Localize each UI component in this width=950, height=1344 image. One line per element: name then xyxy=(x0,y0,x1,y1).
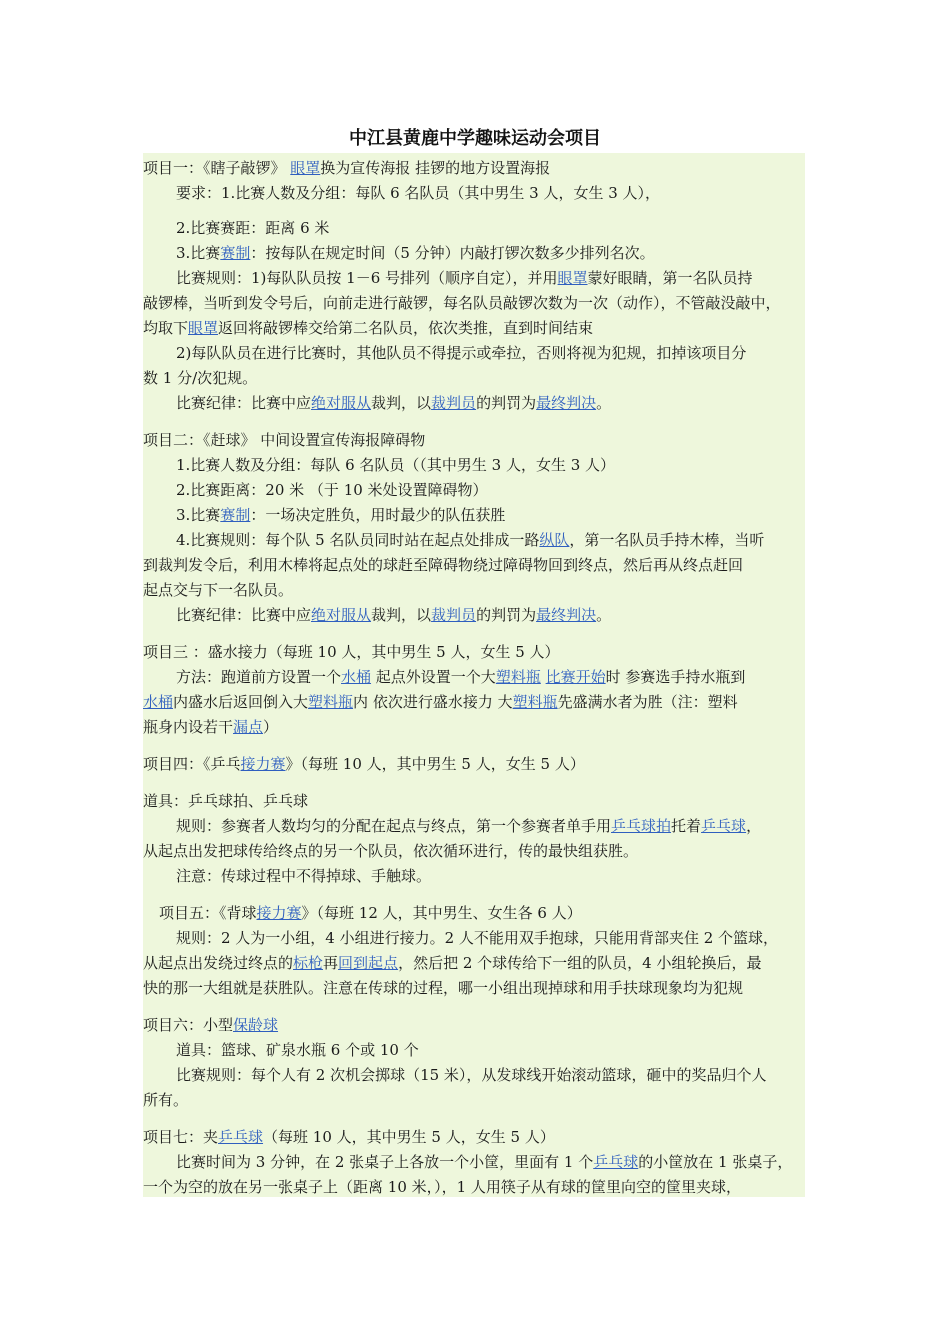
inline-link[interactable]: 漏点 xyxy=(233,718,264,736)
inline-link[interactable]: 接力赛 xyxy=(256,904,302,922)
inline-link[interactable]: 赛制 xyxy=(220,244,251,262)
line-text: ， xyxy=(746,817,762,835)
line-text: 所有。 xyxy=(143,1091,189,1109)
line-text: 的判罚为 xyxy=(476,394,537,412)
line-text: ） xyxy=(263,718,279,736)
inline-link[interactable]: 乒乓球 xyxy=(593,1153,639,1171)
line-text: 规则：2 人为一小组，4 小组进行接力。2 人不能用双手抱球，只能用背部夹住 2 个篮球， xyxy=(176,929,779,947)
text-line xyxy=(143,640,805,665)
inline-link[interactable]: 保龄球 xyxy=(233,1016,279,1034)
line-text: ，第一名队员手持木棒，当听 xyxy=(569,531,765,549)
text-line xyxy=(143,1175,805,1197)
text-line xyxy=(143,715,805,740)
line-text: ：按每队在规定时间（5 分钟）内敲打锣次数多少排列名次。 xyxy=(250,244,655,262)
text-line xyxy=(143,926,805,951)
line-text: 起点交与下一名队员。 xyxy=(143,581,294,599)
line-text: 瓶身内设若干 xyxy=(143,718,234,736)
line-text: 2)每队队员在进行比赛时，其他队员不得提示或牵拉，否则将视为犯规，扣掉该项目分 xyxy=(176,344,747,362)
line-text: ：一场决定胜负，用时最少的队伍获胜 xyxy=(250,506,506,524)
text-line xyxy=(143,901,805,926)
line-text: 项目四：《乒乓 xyxy=(143,755,241,773)
inline-link[interactable]: 乒乓球拍 xyxy=(611,817,672,835)
line-text: 裁判，以 xyxy=(371,606,432,624)
line-text: 的小筐放在 1 张桌子， xyxy=(638,1153,793,1171)
text-line xyxy=(143,665,805,690)
text-line xyxy=(143,814,805,839)
line-text: 2.比赛距离：20 米 （于 10 米处设置障碍物） xyxy=(176,481,488,499)
page-title: 中江县黄鹿中学趣味运动会项目 xyxy=(349,128,601,149)
line-text: 再 xyxy=(323,954,339,972)
text-line xyxy=(143,478,805,503)
line-text: 均取下 xyxy=(143,319,189,337)
text-line xyxy=(143,341,805,366)
line-text: 》（每班 10 人，其中男生 5 人，女生 5 人） xyxy=(285,755,585,773)
inline-link[interactable]: 水桶 xyxy=(341,668,372,686)
text-line xyxy=(143,528,805,553)
line-text: 返回将敲锣棒交给第二名队员，依次类推，直到时间结束 xyxy=(218,319,594,337)
text-line xyxy=(143,553,805,578)
inline-link[interactable]: 塑料瓶 xyxy=(495,668,541,686)
text-line xyxy=(143,391,805,416)
text-line xyxy=(143,216,805,241)
text-line xyxy=(143,316,805,341)
inline-link[interactable]: 裁判员 xyxy=(431,606,477,624)
inline-link[interactable]: 眼罩 xyxy=(557,269,588,287)
text-line xyxy=(143,1038,805,1063)
line-text: 从起点出发把球传给终点的另一个队员，依次循环进行，传的最快组获胜。 xyxy=(143,842,639,860)
line-text: 内 依次进行盛水接力 大 xyxy=(353,693,513,711)
line-text: 托着 xyxy=(671,817,702,835)
line-text: 蒙好眼睛，第一名队员持 xyxy=(587,269,753,287)
line-text: 3.比赛 xyxy=(176,506,221,524)
text-line xyxy=(143,690,805,715)
line-text: 项目一：《瞎子敲锣》 xyxy=(143,159,291,177)
inline-link[interactable]: 绝对服从 xyxy=(311,394,372,412)
line-text: 快的那一大组就是获胜队。注意在传球的过程，哪一小组出现掉球和用手扶球现象均为犯规 xyxy=(143,979,744,997)
text-line xyxy=(143,453,805,478)
line-text: 比赛纪律：比赛中应 xyxy=(176,394,312,412)
line-text: 3.比赛 xyxy=(176,244,221,262)
text-line xyxy=(143,291,805,316)
line-text: 4.比赛规则：每个队 5 名队员同时站在起点处排成一路 xyxy=(176,531,540,549)
inline-link[interactable]: 接力赛 xyxy=(240,755,286,773)
inline-link[interactable]: 赛制 xyxy=(220,506,251,524)
text-line xyxy=(143,578,805,603)
inline-link[interactable]: 标枪 xyxy=(293,954,324,972)
line-text: 一个为空的放在另一张桌子上（距离 10 米，），1 人用筷子从有球的筐里向空的筐里夹球， xyxy=(143,1178,741,1196)
inline-link[interactable]: 纵队 xyxy=(539,531,570,549)
text-line xyxy=(143,241,805,266)
text-line xyxy=(143,1063,805,1088)
text-line xyxy=(143,839,805,864)
text-line xyxy=(143,603,805,628)
line-text: 项目二：《赶球》 中间设置宣传海报障碍物 xyxy=(143,431,426,449)
text-line xyxy=(143,1150,805,1175)
line-text: 到裁判发令后，利用木棒将起点处的球赶至障碍物绕过障碍物回到终点，然后再从终点赶回 xyxy=(143,556,744,574)
line-text: 比赛纪律：比赛中应 xyxy=(176,606,312,624)
line-text: 项目五：《背球 xyxy=(159,904,257,922)
line-text: 方法：跑道前方设置一个 xyxy=(176,668,342,686)
text-line xyxy=(143,266,805,291)
line-text: 2.比赛赛距：距离 6 米 xyxy=(176,219,330,237)
text-line xyxy=(143,752,805,777)
document-body xyxy=(143,153,805,1197)
text-line xyxy=(143,503,805,528)
line-text: ，然后把 2 个球传给下一组的队员，4 小组轮换后，最 xyxy=(398,954,762,972)
text-line xyxy=(143,156,805,181)
line-text: 》（每班 12 人，其中男生、女生各 6 人） xyxy=(301,904,582,922)
line-text: 比赛规则：1)每队队员按 1－6 号排列（顺序自定），并用 xyxy=(176,269,558,287)
line-text: （每班 10 人，其中男生 5 人，女生 5 人） xyxy=(263,1128,555,1146)
text-line xyxy=(143,181,805,206)
line-text: 比赛规则：每个人有 2 次机会掷球（15 米），从发球线开始滚动篮球，砸中的奖品归个人 xyxy=(176,1066,767,1084)
line-text: 裁判，以 xyxy=(371,394,432,412)
line-text: 敲锣棒，当听到发令号后，向前走进行敲锣，每名队员敲锣次数为一次（动作），不管敲没敲中， xyxy=(143,294,781,312)
text-line xyxy=(143,366,805,391)
line-text: 。 xyxy=(596,394,612,412)
text-line xyxy=(143,428,805,453)
inline-link[interactable]: 最终判决 xyxy=(536,606,597,624)
line-text: 起点外设置一个大 xyxy=(371,668,496,686)
line-text: 的判罚为 xyxy=(476,606,537,624)
line-text: 项目七：夹 xyxy=(143,1128,219,1146)
line-text: 先盛满水者为胜（注：塑料 xyxy=(557,693,738,711)
line-text: 要求：1.比赛人数及分组：每队 6 名队员（其中男生 3 人，女生 3 人）， xyxy=(176,184,661,202)
line-text: 1.比赛人数及分组：每队 6 名队员（（其中男生 3 人，女生 3 人） xyxy=(176,456,616,474)
line-text: 项目三 ：盛水接力（每班 10 人，其中男生 5 人，女生 5 人） xyxy=(143,643,560,661)
text-line xyxy=(143,1125,805,1150)
line-text: 道具：篮球、矿泉水瓶 6 个或 10 个 xyxy=(176,1041,419,1059)
inline-link[interactable]: 绝对服从 xyxy=(311,606,372,624)
line-text: 项目六：小型 xyxy=(143,1016,234,1034)
line-text: 时 参赛选手持水瓶到 xyxy=(605,668,746,686)
text-line xyxy=(143,1013,805,1038)
line-text: 规则：参赛者人数均匀的分配在起点与终点，第一个参赛者单手用 xyxy=(176,817,612,835)
line-text: 比赛时间为 3 分钟，在 2 张桌子上各放一个小筐，里面有 1 个 xyxy=(176,1153,594,1171)
line-text: 道具：乒乓球拍、乒乓球 xyxy=(143,792,309,810)
line-text: 数 1 分/次犯规。 xyxy=(143,369,258,387)
inline-link[interactable]: 回到起点 xyxy=(338,954,399,972)
line-text: 内盛水后返回倒入大 xyxy=(173,693,309,711)
text-line xyxy=(143,951,805,976)
inline-link[interactable]: 塑料瓶 xyxy=(308,693,354,711)
inline-link[interactable]: 眼罩 xyxy=(188,319,219,337)
text-line xyxy=(143,976,805,1001)
text-line xyxy=(143,789,805,814)
text-line xyxy=(143,864,805,889)
inline-link[interactable]: 比赛开始 xyxy=(545,668,606,686)
line-text: 换为宣传海报 挂锣的地方设置海报 xyxy=(320,159,551,177)
inline-link[interactable]: 裁判员 xyxy=(431,394,477,412)
inline-link[interactable]: 塑料瓶 xyxy=(512,693,558,711)
inline-link[interactable]: 乒乓球 xyxy=(701,817,747,835)
line-text: 。 xyxy=(596,606,612,624)
line-text: 注意：传球过程中不得掉球、手触球。 xyxy=(176,867,432,885)
inline-link[interactable]: 水桶 xyxy=(143,693,174,711)
inline-link[interactable]: 最终判决 xyxy=(536,394,597,412)
inline-link[interactable]: 乒乓球 xyxy=(218,1128,264,1146)
line-text: 从起点出发绕过终点的 xyxy=(143,954,294,972)
inline-link[interactable]: 眼罩 xyxy=(290,159,321,177)
text-line xyxy=(143,1088,805,1113)
